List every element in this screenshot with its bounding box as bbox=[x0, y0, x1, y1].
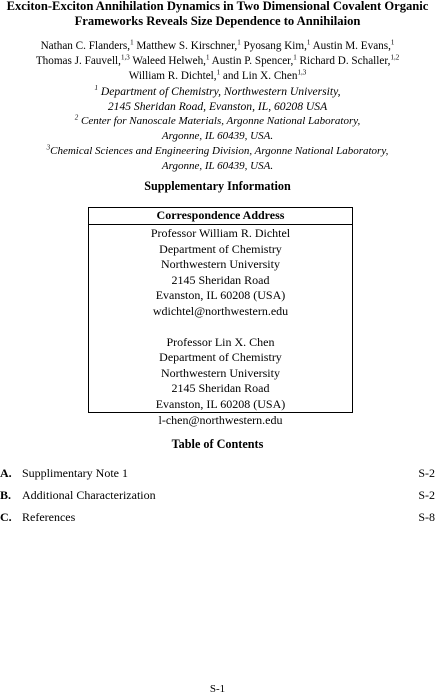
author-line-1 bbox=[0, 39, 435, 54]
affiliation-sup: 2 bbox=[74, 113, 79, 122]
contact-email: l-chen@northwestern.edu bbox=[158, 412, 283, 427]
author-affil-sup: 1,3 bbox=[297, 68, 307, 77]
author-affil-sup: 1 bbox=[306, 38, 311, 47]
toc-title: Table of Contents bbox=[171, 437, 264, 451]
affiliation-2-line-2: Argonne, IL 60439, USA. bbox=[161, 130, 274, 143]
author-affil-sup: 1 bbox=[293, 53, 297, 62]
contact-line: Northwestern University bbox=[161, 365, 280, 380]
title-line-2: Frameworks Reveals Size Dependence to Annihilaion bbox=[74, 14, 361, 28]
author-list bbox=[0, 39, 435, 84]
author-name: Pyosang Kim, bbox=[240, 40, 307, 52]
contact-line: Evanston, IL 60208 (USA) bbox=[155, 288, 286, 303]
correspondence-heading: Correspondence Address bbox=[89, 208, 352, 225]
author-name: and Lin X. Chen bbox=[220, 70, 298, 82]
toc-item-page: S-2 bbox=[418, 466, 435, 480]
affiliation-text: Department of Chemistry, Northwestern University, bbox=[98, 85, 341, 98]
author-name: Nathan C. Flanders, bbox=[40, 40, 131, 52]
contact-line: Professor William R. Dichtel bbox=[150, 226, 291, 240]
author-name: William R. Dichtel, bbox=[128, 70, 217, 82]
paper-title bbox=[0, 0, 435, 29]
author-name: Austin M. Evans, bbox=[310, 40, 391, 52]
affiliation-1-line-2: 2145 Sheridan Road, Evanston, IL, 60208 USA bbox=[107, 99, 328, 113]
author-affil-sup: 1 bbox=[130, 38, 134, 47]
contact-line: Department of Chemistry bbox=[159, 350, 282, 365]
correspondence-table bbox=[88, 207, 353, 427]
correspondence-body bbox=[89, 225, 352, 428]
author-affil-sup: 1 bbox=[390, 38, 395, 47]
affiliation-1-line-1 bbox=[0, 85, 435, 100]
toc-item[interactable] bbox=[0, 487, 435, 503]
toc-item-label: Supplimentary Note 1 bbox=[22, 466, 128, 480]
author-line-3 bbox=[0, 69, 435, 84]
contact-line: 2145 Sheridan Road bbox=[171, 381, 270, 396]
author-affil-sup: 1 bbox=[205, 53, 210, 62]
title-line-1: Exciton-Exciton Annihilation Dynamics in Two Dimensional Covalent Organic bbox=[6, 0, 429, 13]
author-affil-sup: 1 bbox=[237, 38, 241, 47]
author-affil-sup: 1,2 bbox=[390, 53, 400, 62]
toc-item-letter: C. bbox=[0, 510, 12, 524]
affiliation-3-line-1 bbox=[0, 144, 435, 159]
affiliation-2-line-1 bbox=[0, 114, 435, 129]
toc-item[interactable] bbox=[0, 509, 435, 525]
author-line-2 bbox=[0, 54, 435, 69]
toc-item-label: Additional Characterization bbox=[22, 488, 156, 502]
contact-line: Evanston, IL 60208 (USA) bbox=[155, 396, 286, 411]
toc-item-letter: A. bbox=[0, 466, 12, 480]
toc-item-page: S-8 bbox=[418, 510, 435, 524]
toc-item-label: References bbox=[22, 510, 76, 524]
affiliation-text: Center for Nanoscale Materials, Argonne National Laboratory, bbox=[78, 115, 361, 128]
toc-item-letter: B. bbox=[0, 488, 12, 502]
contact-line: Department of Chemistry bbox=[159, 241, 282, 256]
toc-item-page: S-2 bbox=[418, 488, 435, 502]
author-affil-sup: 1,3 bbox=[120, 53, 130, 62]
author-affil-sup: 1 bbox=[216, 68, 221, 77]
contact-email: wdichtel@northwestern.edu bbox=[152, 303, 289, 318]
affiliation-sup: 1 bbox=[94, 84, 98, 93]
affiliation-3-line-2: Argonne, IL 60439, USA. bbox=[161, 159, 274, 172]
author-name: Matthew S. Kirschner, bbox=[133, 40, 238, 52]
page-number: S-1 bbox=[209, 683, 226, 695]
author-name: Austin P. Spencer, bbox=[209, 55, 294, 67]
spacer bbox=[89, 320, 352, 335]
toc-item[interactable] bbox=[0, 465, 435, 481]
contact-line: Professor Lin X. Chen bbox=[166, 334, 275, 349]
supplementary-title: Supplementary Information bbox=[144, 179, 291, 193]
affiliation-text: Chemical Sciences and Engineering Division, Argonne National Laboratory, bbox=[50, 144, 389, 157]
contact-line: 2145 Sheridan Road bbox=[171, 272, 270, 287]
author-name: Waleed Helweh, bbox=[129, 55, 206, 67]
author-name: Thomas J. Fauvell, bbox=[35, 55, 121, 67]
contact-line: Northwestern University bbox=[161, 257, 280, 272]
author-name: Richard D. Schaller, bbox=[296, 55, 391, 67]
affiliation-sup: 3 bbox=[46, 143, 51, 152]
affiliations bbox=[0, 85, 435, 173]
